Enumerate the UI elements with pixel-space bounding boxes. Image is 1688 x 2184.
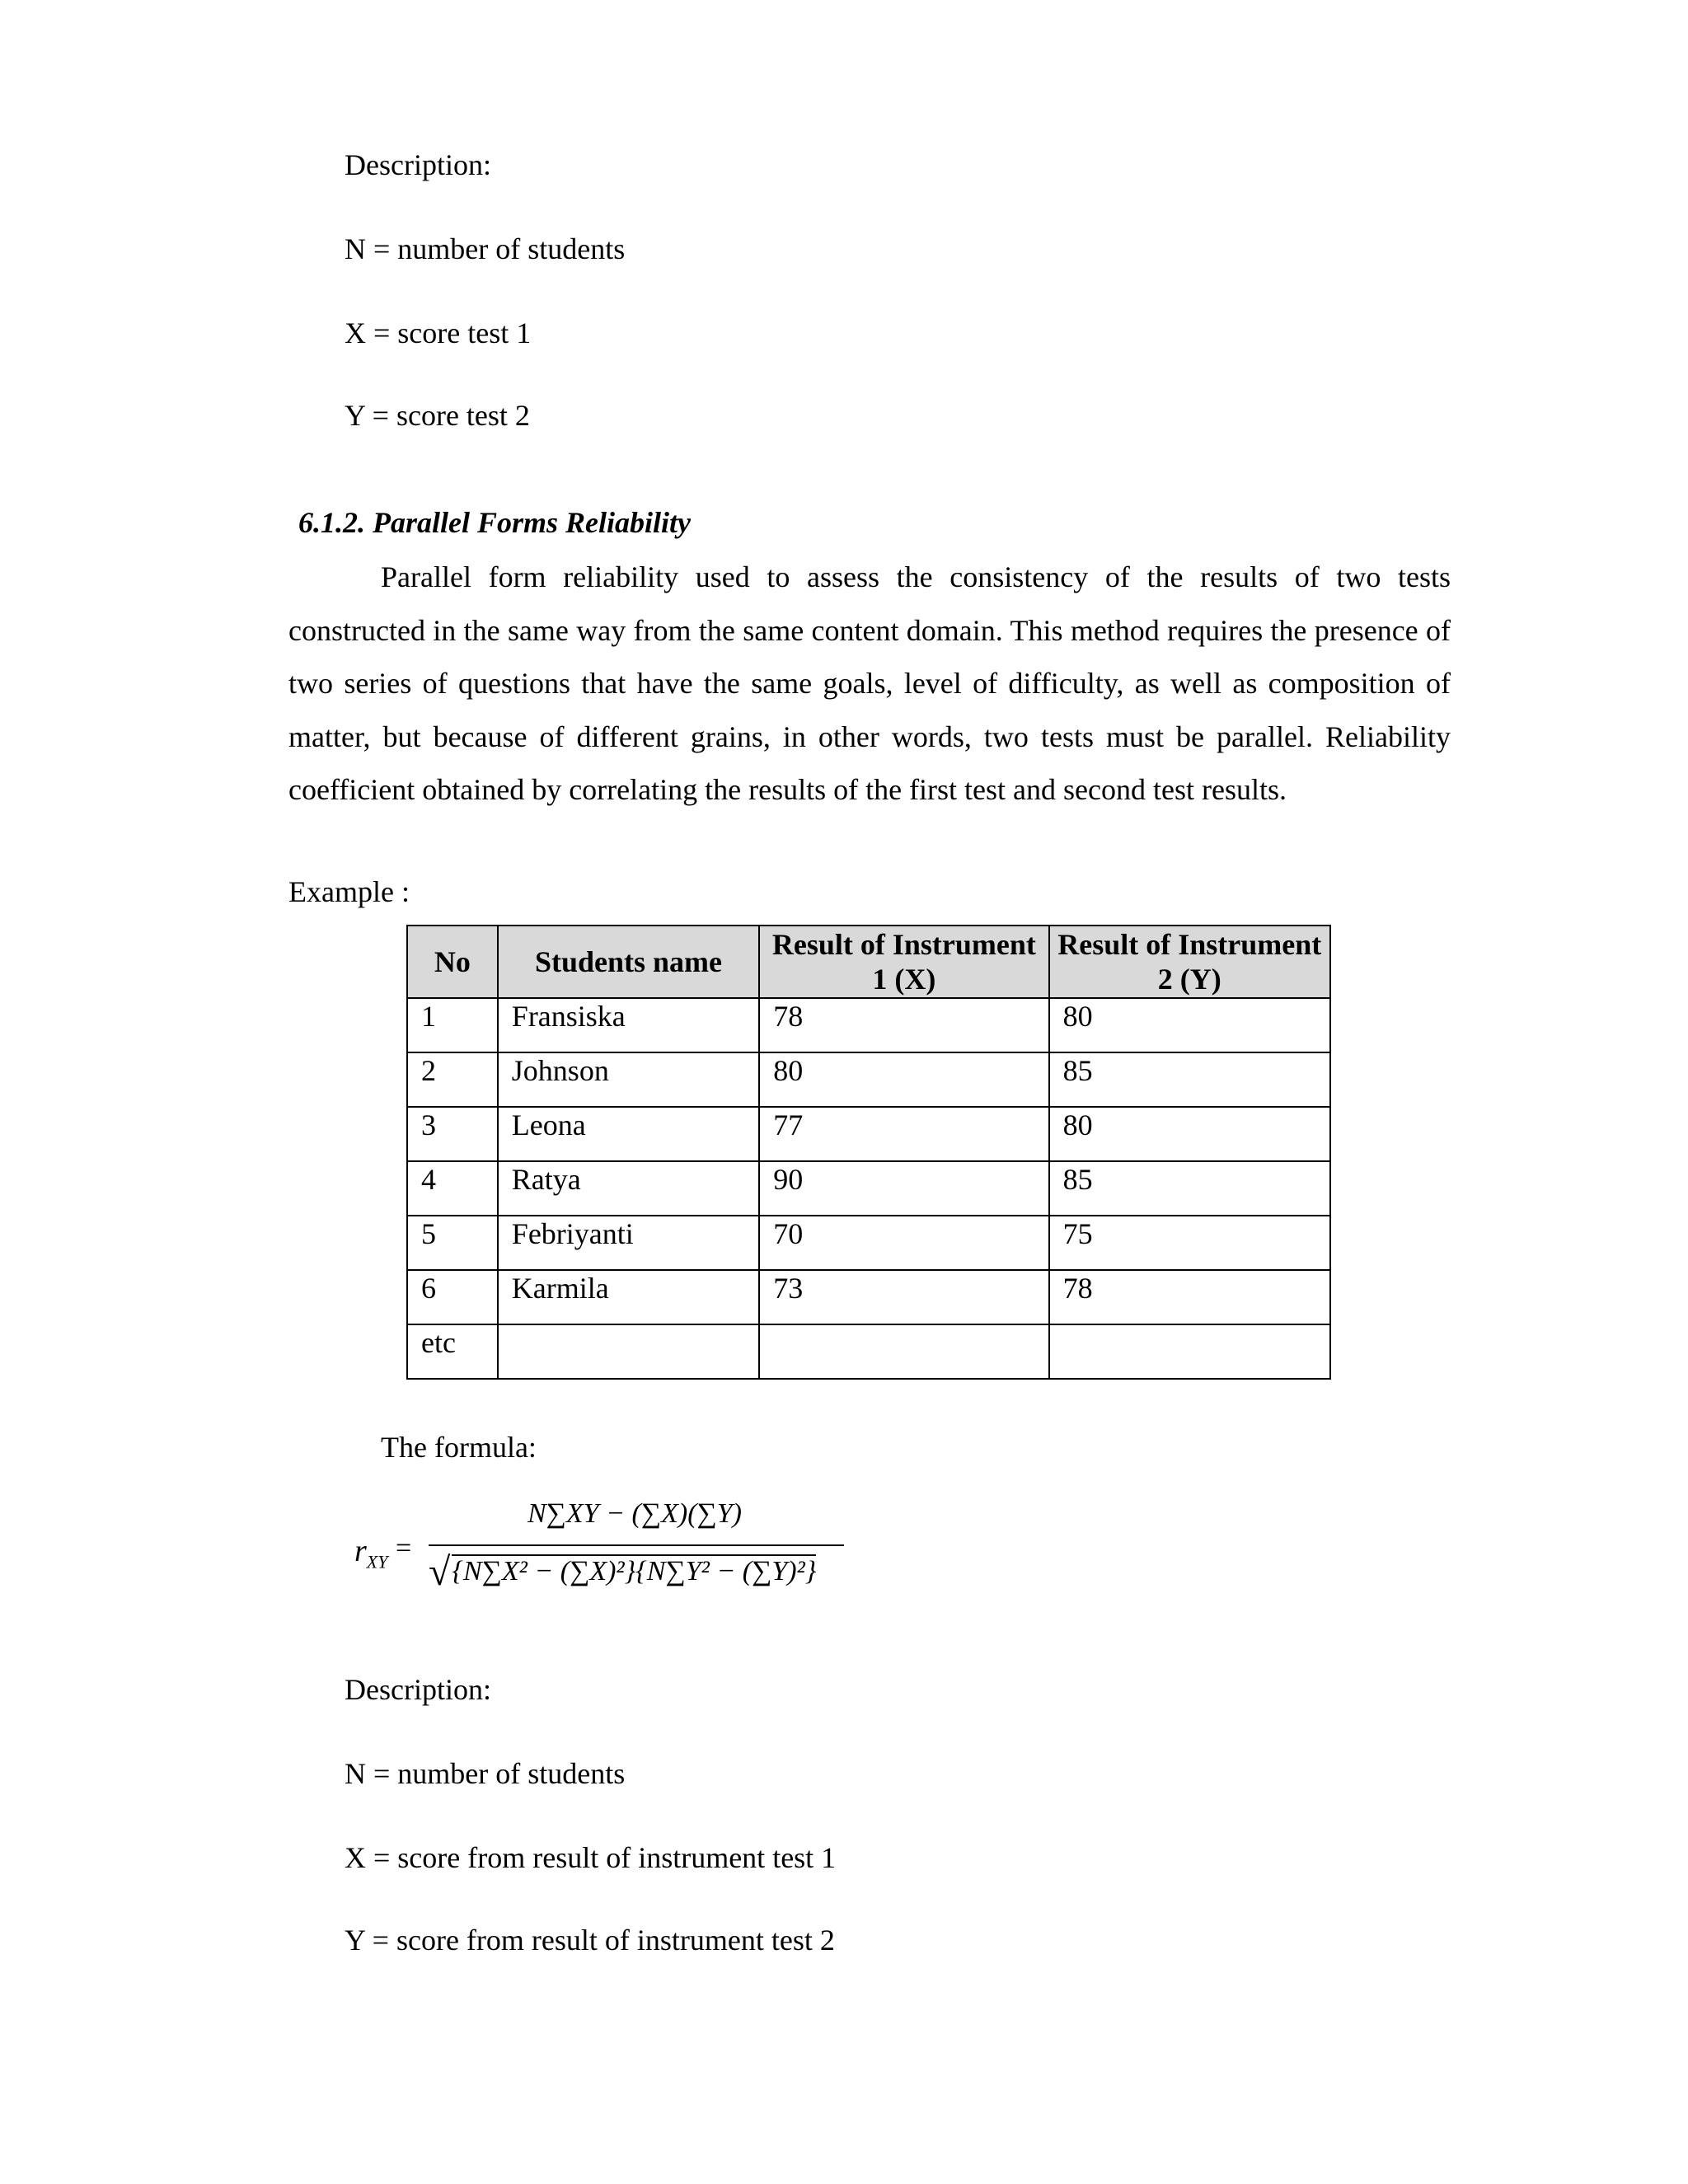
header-no: No	[407, 926, 498, 998]
description-item-y-bottom: Y = score from result of instrument test 2	[345, 1924, 835, 1957]
table-row	[407, 1270, 1330, 1324]
section-paragraph-text: Parallel form reliability used to assess the consistency of the results of two tests constructed in the same way from the same content domain. This method requires the presence of two series of questions that have the same goals, level of difficulty, as well as composition of matter, but because of different grains, in other words, two tests must be parallel. Reliability coefficient obtained by correlating the results of the first test and second test results.	[288, 560, 1451, 806]
cell-x: 90	[759, 1161, 1048, 1216]
cell-name	[498, 1324, 759, 1379]
cell-y: 75	[1049, 1216, 1330, 1270]
cell-no: 2	[407, 1052, 498, 1107]
cell-x: 77	[759, 1107, 1048, 1161]
cell-name: Leona	[498, 1107, 759, 1161]
cell-no: 1	[407, 998, 498, 1052]
header-result-x: Result of Instrument 1 (X)	[759, 926, 1048, 998]
table-row	[407, 998, 1330, 1052]
cell-x: 78	[759, 998, 1048, 1052]
formula-denominator	[429, 1549, 816, 1595]
cell-no: 3	[407, 1107, 498, 1161]
cell-name: Karmila	[498, 1270, 759, 1324]
formula-label: The formula:	[381, 1431, 537, 1464]
cell-no: 4	[407, 1161, 498, 1216]
cell-x: 70	[759, 1216, 1048, 1270]
cell-x: 73	[759, 1270, 1048, 1324]
description-label-top: Description:	[345, 148, 491, 181]
description-item-n-bottom: N = number of students	[345, 1757, 626, 1790]
cell-x	[759, 1324, 1048, 1379]
section-paragraph	[288, 551, 1451, 817]
cell-no: 5	[407, 1216, 498, 1270]
cell-name: Johnson	[498, 1052, 759, 1107]
formula-lhs-symbol: r	[354, 1534, 367, 1568]
cell-y: 85	[1049, 1052, 1330, 1107]
cell-name: Ratya	[498, 1161, 759, 1216]
correlation-formula	[354, 1498, 915, 1605]
description-label-bottom: Description:	[345, 1673, 491, 1706]
cell-name: Febriyanti	[498, 1216, 759, 1270]
cell-y: 78	[1049, 1270, 1330, 1324]
formula-lhs	[354, 1533, 387, 1573]
cell-y: 80	[1049, 998, 1330, 1052]
formula-lhs-subscript: XY	[366, 1551, 388, 1572]
description-item-x: X = score test 1	[345, 316, 532, 349]
table-row	[407, 1052, 1330, 1107]
cell-name: Fransiska	[498, 998, 759, 1052]
description-item-y: Y = score test 2	[345, 399, 530, 432]
table-row	[407, 1161, 1330, 1216]
table-header-row	[407, 926, 1330, 998]
results-table	[406, 925, 1331, 1380]
formula-denominator-text: {N∑X² − (∑X)²}{N∑Y² − (∑Y)²}	[452, 1556, 817, 1586]
table-row	[407, 1107, 1330, 1161]
example-label: Example :	[288, 875, 410, 908]
header-students-name: Students name	[498, 926, 759, 998]
cell-x: 80	[759, 1052, 1048, 1107]
description-item-n: N = number of students	[345, 232, 626, 265]
square-root-icon: √	[429, 1550, 451, 1594]
table-row	[407, 1216, 1330, 1270]
cell-y	[1049, 1324, 1330, 1379]
cell-no: etc	[407, 1324, 498, 1379]
section-heading: 6.1.2. Parallel Forms Reliability	[298, 506, 691, 539]
table-row	[407, 1324, 1330, 1379]
formula-numerator: N∑XY − (∑X)(∑Y)	[528, 1498, 742, 1529]
cell-y: 80	[1049, 1107, 1330, 1161]
description-item-x-bottom: X = score from result of instrument test 1	[345, 1841, 837, 1874]
header-result-y: Result of Instrument 2 (Y)	[1049, 926, 1330, 998]
formula-equals: =	[396, 1533, 412, 1563]
cell-y: 85	[1049, 1161, 1330, 1216]
cell-no: 6	[407, 1270, 498, 1324]
fraction-bar	[429, 1544, 844, 1546]
